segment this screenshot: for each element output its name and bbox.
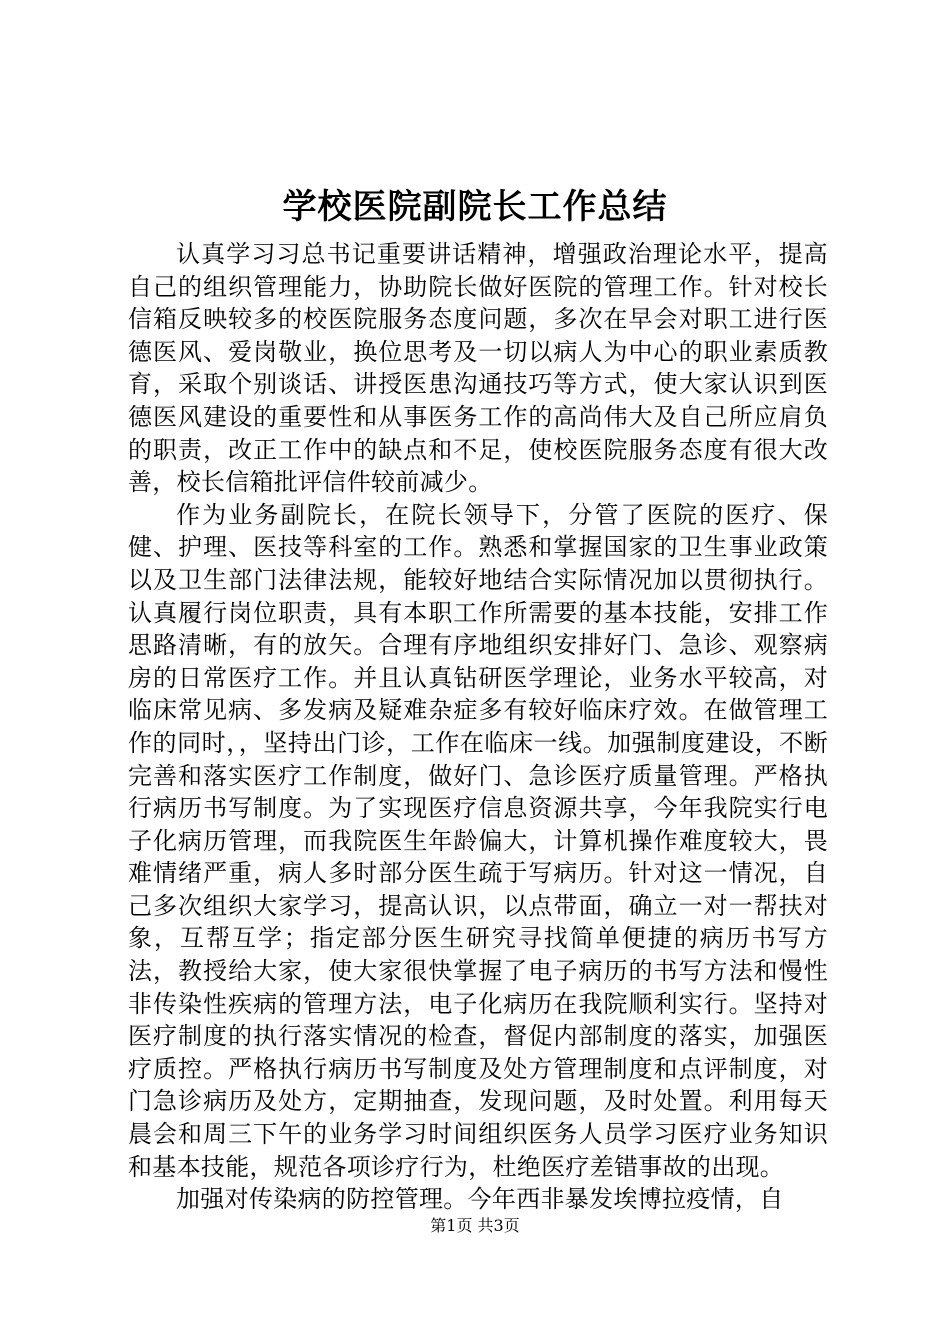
document-body [128, 238, 828, 1216]
page-footer: 第1页 共3页 [430, 1216, 520, 1235]
paragraph-3: 加强对传染病的防控管理。今年西非暴发埃博拉疫情，自 [176, 1185, 784, 1214]
document-title: 学校医院副院长工作总结 [282, 187, 668, 227]
paragraph-1: 认真学习习总书记重要讲话精神，增强政治理论水平，提高自己的组织管理能力，协助院长做好医院的管理工作。针对校长信箱反映较多的校医院服务态度问题，多次在早会对职工进行医德医风、爱岗敬业，换位思考及一切以病人为中心的职业素质教育，采取个别谈话、讲授医患沟通技巧等方式，使大家认识到医德医风建设的重要性和从事医务工作的高尚伟大及自己所应肩负的职责，改正工作中的缺点和不足，使校医院服务态度有很大改善，校长信箱批评信件较前减少。 [128, 240, 828, 497]
paragraph-2: 作为业务副院长，在院长领导下，分管了医院的医疗、保健、护理、医技等科室的工作。熟悉和掌握国家的卫生事业政策以及卫生部门法律法规，能较好地结合实际情况加以贯彻执行。认真履行岗位职责，具有本职工作所需要的基本技能，安排工作思路清晰，有的放矢。合理有序地组织安排好门、急诊、观察病房的日常医疗工作。并且认真钻研医学理论，业务水平较高，对临床常见病、多发病及疑难杂症多有较好临床疗效。在做管理工作的同时，，坚持出门诊，工作在临床一线。加强制度建设，不断完善和落实医疗工作制度，做好门、急诊医疗质量管理。严格执行病历书写制度。为了实现医疗信息资源共享，今年我院实行电子化病历管理，而我院医生年龄偏大，计算机操作难度较大，畏难情绪严重，病人多时部分医生疏于写病历。针对这一情况，自己多次组织大家学习，提高认识，以点带面，确立一对一帮扶对象，互帮互学；指定部分医生研究寻找简单便捷的病历书写方法，教授给大家，使大家很快掌握了电子病历的书写方法和慢性非传染性疾病的管理方法，电子化病历在我院顺利实行。坚持对医疗制度的执行落实情况的检查，督促内部制度的落实，加强医疗质控。严格执行病历书写制度及处方管理制度和点评制度，对门急诊病历及处方，定期抽查，发现问题，及时处置。利用每天晨会和周三下午的业务学习时间组织医务人员学习医疗业务知识和基本技能，规范各项诊疗行为，杜绝医疗差错事故的出现。 [128, 500, 828, 1181]
